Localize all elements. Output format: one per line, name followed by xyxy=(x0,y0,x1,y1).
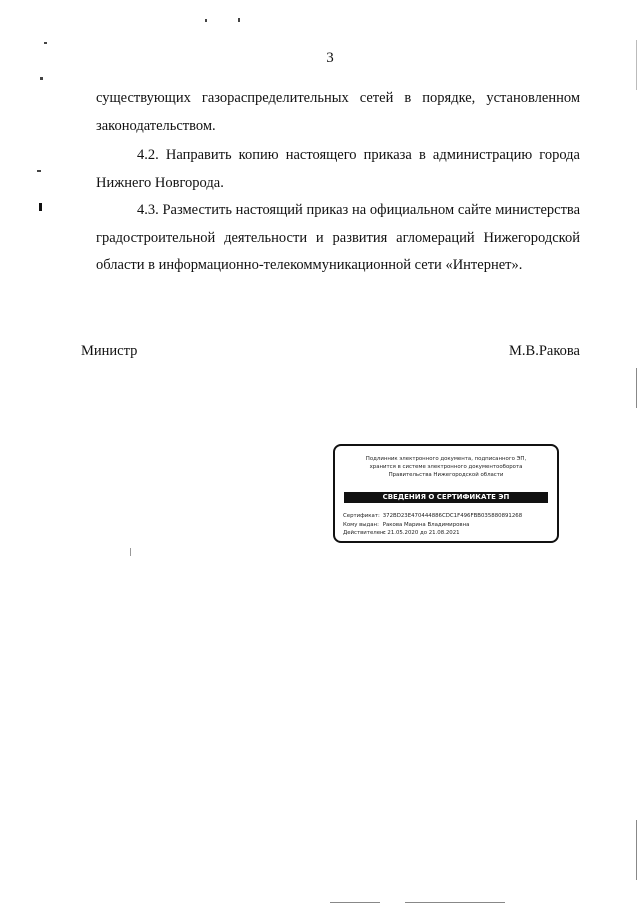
e-signature-stamp xyxy=(333,444,559,543)
paragraph-4-2: 4.2. Направить копию настоящего приказа в администрацию города Нижнего Новгорода. xyxy=(96,147,580,191)
certificate-row xyxy=(343,512,551,521)
stamp-note-line: хранится в системе электронного документооборота xyxy=(369,464,523,470)
validity-label: Действителен: xyxy=(343,530,386,536)
scan-speck xyxy=(37,170,41,172)
page-number: 3 xyxy=(326,50,334,66)
stamp-note-line: Правительства Нижегородской области xyxy=(388,472,504,478)
paragraph-4-3: 4.3. Разместить настоящий приказ на официальном сайте министерства градостроительной деятельности и развития агломераций Нижегородской области в информационно-телекоммуникационной сети «Интернет». xyxy=(96,202,580,273)
scan-speck xyxy=(44,42,47,44)
signatory-name: М.В.Ракова xyxy=(509,343,580,359)
validity-value: с 21.05.2020 до 21.08.2021 xyxy=(382,530,460,536)
stamp-note-line: Подлинник электронного документа, подписанного ЭП, xyxy=(365,456,527,462)
certificate-label: Сертификат: xyxy=(343,513,380,519)
scan-bottom-line xyxy=(405,902,505,903)
scan-speck xyxy=(130,548,131,556)
issued-to-value: Ракова Марина Владимировна xyxy=(382,521,470,528)
scan-speck xyxy=(40,77,43,80)
stamp-heading: СВЕДЕНИЯ О СЕРТИФИКАТЕ ЭП xyxy=(344,492,548,503)
scan-speck xyxy=(39,203,42,211)
certificate-value: 372BD23E470444886CDC1F496FBB035880891268 xyxy=(382,513,523,519)
signature-row xyxy=(81,338,580,365)
paragraph-continuation: существующих газораспределительных сетей в порядке, установленном законодательством. xyxy=(96,90,580,134)
scan-speck xyxy=(205,19,207,22)
scan-edge-line xyxy=(636,820,637,880)
scan-edge-line xyxy=(636,368,637,408)
stamp-note xyxy=(341,455,551,479)
issued-to-row xyxy=(343,521,551,530)
validity-row xyxy=(343,529,551,538)
issued-to-label: Кому выдан: xyxy=(343,521,379,528)
scan-speck xyxy=(238,18,240,22)
stamp-details xyxy=(343,512,551,538)
scan-edge-line xyxy=(636,40,637,90)
scan-bottom-line xyxy=(330,902,380,903)
signatory-position: Министр xyxy=(81,343,138,359)
